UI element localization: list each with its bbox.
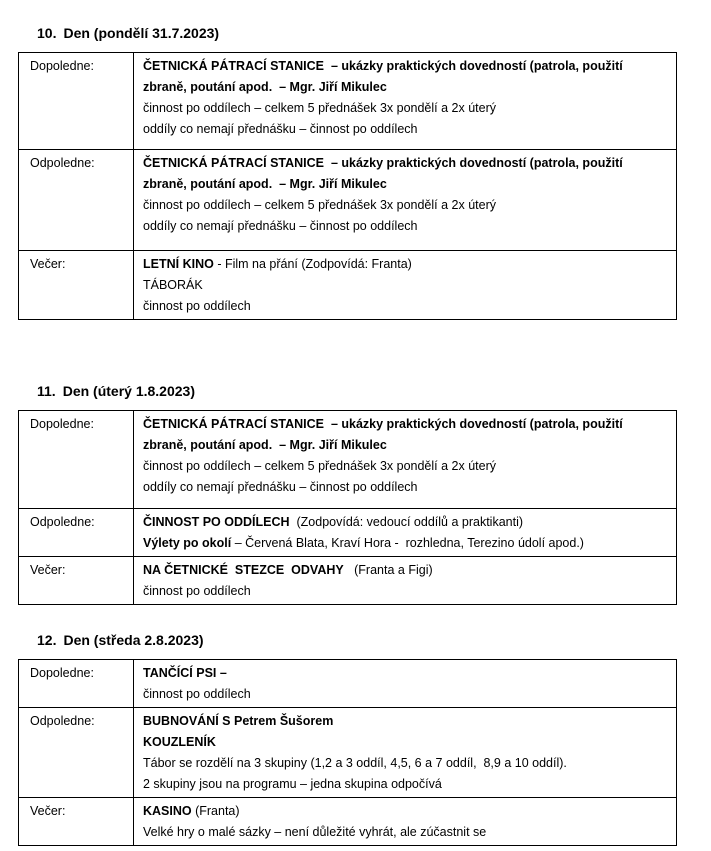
line-regular-text: 2 skupiny jsou na programu – jedna skupina odpočívá — [143, 777, 442, 791]
time-label: Večer: — [30, 563, 66, 577]
time-label-cell — [19, 150, 134, 251]
time-label-cell — [19, 411, 134, 509]
line-regular-text: činnost po oddílech — [143, 299, 251, 313]
table-row — [19, 53, 677, 150]
day-number: 12. — [37, 632, 57, 648]
schedule-line — [143, 663, 670, 684]
activity-cell — [134, 708, 677, 798]
schedule-line — [143, 56, 670, 77]
line-bold-text: zbraně, poutání apod. – Mgr. Jiří Mikulec — [143, 80, 387, 94]
time-label: Dopoledne: — [30, 417, 94, 431]
schedule-line — [143, 275, 670, 296]
day-title: Den (úterý 1.8.2023) — [62, 383, 195, 399]
activity-cell — [134, 798, 677, 846]
line-regular-text: TÁBORÁK — [143, 278, 203, 292]
line-regular-text: oddíly co nemají přednášku – činnost po oddílech — [143, 122, 418, 136]
line-regular-text: činnost po oddílech – celkem 5 přednášek 3x pondělí a 2x úterý — [143, 459, 496, 473]
activity-cell — [134, 411, 677, 509]
time-label-cell — [19, 53, 134, 150]
schedule-line — [143, 296, 670, 317]
schedule-line — [143, 98, 670, 119]
line-bold-text: zbraně, poutání apod. – Mgr. Jiří Mikulec — [143, 177, 387, 191]
table-row — [19, 660, 677, 708]
schedule-line — [143, 581, 670, 602]
schedule-line — [143, 512, 670, 533]
line-bold-text: ČINNOST PO ODDÍLECH — [143, 515, 290, 529]
line-bold-text: ČETNICKÁ PÁTRACÍ STANICE – ukázky praktických dovedností (patrola, použití — [143, 417, 623, 431]
time-label: Odpoledne: — [30, 714, 95, 728]
schedule-line — [143, 711, 670, 732]
line-bold-text: zbraně, poutání apod. – Mgr. Jiří Mikulec — [143, 438, 387, 452]
table-row — [19, 708, 677, 798]
time-label-cell — [19, 798, 134, 846]
schedule-line — [143, 174, 670, 195]
line-bold-text: TANČÍCÍ PSI – — [143, 666, 227, 680]
time-label: Dopoledne: — [30, 666, 94, 680]
line-bold-text: KOUZLENÍK — [143, 735, 216, 749]
schedule-line — [143, 254, 670, 275]
line-bold-text: NA ČETNICKÉ STEZCE ODVAHY — [143, 563, 344, 577]
day-section-11 — [0, 382, 711, 605]
activity-cell — [134, 660, 677, 708]
schedule-line — [143, 684, 670, 705]
schedule-line — [143, 560, 670, 581]
line-bold-text: BUBNOVÁNÍ S Petrem Šušorem — [143, 714, 334, 728]
time-label-cell — [19, 557, 134, 605]
day-number: 11. — [37, 383, 56, 399]
time-label: Večer: — [30, 257, 66, 271]
schedule-table — [18, 659, 677, 846]
line-bold-text: KASINO — [143, 804, 192, 818]
activity-cell — [134, 150, 677, 251]
day-title: Den (středa 2.8.2023) — [63, 632, 204, 648]
activity-cell — [134, 509, 677, 557]
schedule-line — [143, 77, 670, 98]
line-bold-text: ČETNICKÁ PÁTRACÍ STANICE – ukázky praktických dovedností (patrola, použití — [143, 59, 623, 73]
schedule-line — [143, 477, 670, 498]
day-heading — [37, 382, 711, 400]
line-regular-text: – Červená Blata, Kraví Hora - rozhledna, Terezino údolí apod.) — [231, 536, 584, 550]
schedule-line — [143, 414, 670, 435]
day-heading — [37, 631, 711, 649]
schedule-line — [143, 753, 670, 774]
schedule-line — [143, 435, 670, 456]
time-label-cell — [19, 660, 134, 708]
activity-cell — [134, 53, 677, 150]
line-regular-text: (Franta) — [191, 804, 240, 818]
schedule-line — [143, 533, 670, 554]
line-regular-text: (Franta a Figi) — [343, 563, 433, 577]
activity-cell — [134, 557, 677, 605]
line-bold-text: LETNÍ KINO — [143, 257, 214, 271]
time-label-cell — [19, 251, 134, 320]
table-row — [19, 509, 677, 557]
time-label: Dopoledne: — [30, 59, 94, 73]
schedule-line — [143, 119, 670, 140]
line-regular-text: (Zodpovídá: vedoucí oddílů a praktikanti) — [289, 515, 524, 529]
line-regular-text: činnost po oddílech — [143, 687, 251, 701]
line-regular-text: Tábor se rozdělí na 3 skupiny (1,2 a 3 oddíl, 4,5, 6 a 7 oddíl, 8,9 a 10 oddíl). — [143, 756, 567, 770]
schedule-line — [143, 732, 670, 753]
schedule-table — [18, 410, 677, 605]
activity-cell — [134, 251, 677, 320]
schedule-line — [143, 216, 670, 237]
schedule-line — [143, 801, 670, 822]
line-regular-text: oddíly co nemají přednášku – činnost po oddílech — [143, 219, 418, 233]
line-regular-text: - Film na přání (Zodpovídá: Franta) — [213, 257, 412, 271]
schedule-line — [143, 456, 670, 477]
schedule-line — [143, 774, 670, 795]
line-regular-text: činnost po oddílech – celkem 5 přednášek 3x pondělí a 2x úterý — [143, 198, 496, 212]
table-row — [19, 251, 677, 320]
day-title: Den (pondělí 31.7.2023) — [63, 25, 220, 41]
line-regular-text: Velké hry o malé sázky – není důležité vyhrát, ale zúčastnit se — [143, 825, 487, 839]
time-label-cell — [19, 708, 134, 798]
day-number: 10. — [37, 25, 57, 41]
time-label-cell — [19, 509, 134, 557]
table-row — [19, 150, 677, 251]
time-label: Večer: — [30, 804, 66, 818]
schedule-line — [143, 822, 670, 843]
line-regular-text: oddíly co nemají přednášku – činnost po oddílech — [143, 480, 418, 494]
line-regular-text: činnost po oddílech — [143, 584, 251, 598]
day-section-12 — [0, 631, 711, 846]
table-row — [19, 798, 677, 846]
line-regular-text: činnost po oddílech – celkem 5 přednášek 3x pondělí a 2x úterý — [143, 101, 496, 115]
time-label: Odpoledne: — [30, 156, 95, 170]
schedule-table — [18, 52, 677, 320]
table-row — [19, 411, 677, 509]
day-section-10 — [0, 24, 711, 320]
time-label: Odpoledne: — [30, 515, 95, 529]
schedule-line — [143, 195, 670, 216]
table-row — [19, 557, 677, 605]
day-heading — [37, 24, 711, 42]
line-bold-text: Výlety po okolí — [143, 536, 232, 550]
line-bold-text: ČETNICKÁ PÁTRACÍ STANICE – ukázky praktických dovedností (patrola, použití — [143, 156, 623, 170]
schedule-line — [143, 153, 670, 174]
